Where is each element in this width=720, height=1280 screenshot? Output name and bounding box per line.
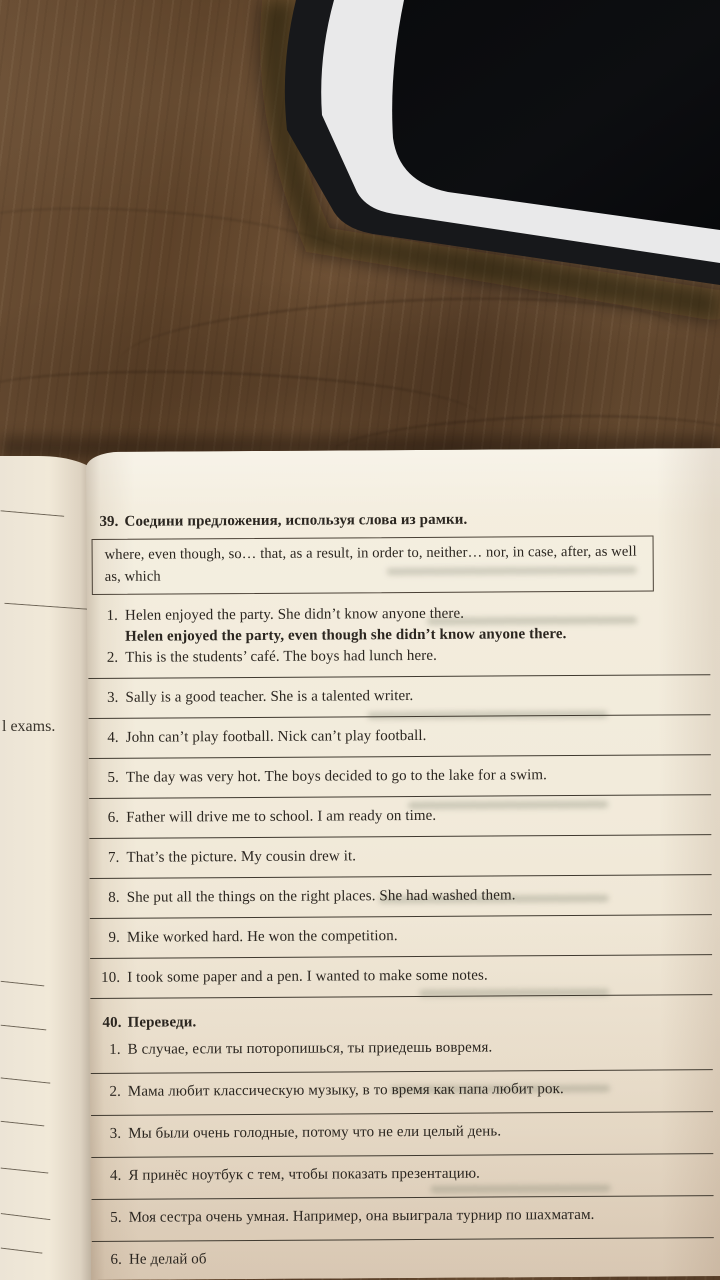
tablet (0, 0, 720, 480)
item-number: 2. (106, 649, 119, 666)
item-text: Father will drive me to school. I am ready on time. (126, 807, 437, 826)
exercise-item (91, 1078, 713, 1103)
exercise40-section (90, 1009, 714, 1271)
exercise39-title (99, 508, 709, 533)
answer-blank-line (90, 873, 712, 879)
exercise-item (88, 684, 710, 709)
exercise-item (89, 724, 711, 749)
exercise39-list (88, 602, 712, 999)
item-number: 4. (107, 729, 119, 746)
item-number: 8. (108, 889, 120, 906)
item-number: 1. (109, 1041, 121, 1058)
answer-blank-line (90, 993, 712, 999)
answer-blank-line (91, 1152, 713, 1158)
exercise39-number: 39. (99, 513, 119, 530)
exercise-item (90, 964, 712, 989)
book-left-page (0, 456, 98, 1280)
item-number: 6. (107, 809, 120, 826)
item-text: That’s the picture. My cousin drew it. (126, 848, 357, 866)
answer-blank-line (89, 713, 711, 719)
left-page-line-end (0, 1168, 48, 1184)
exercise40-title-text: Переведи. (127, 1014, 197, 1031)
item-text: She put all the things on the right places. She had washed them. (126, 887, 516, 906)
left-page-text-fragment: l exams. (2, 718, 56, 735)
item-number: 5. (107, 769, 120, 786)
answer-blank-line (90, 953, 712, 959)
item-text: Мама любит классическую музыку, в то время как папа любит рок. (127, 1081, 564, 1100)
exercise-item (88, 644, 710, 669)
exercise39-title-text: Соедини предложения, используя слова из рамки. (124, 511, 468, 530)
exercise-item (91, 1162, 713, 1187)
answer-blank-line (89, 793, 711, 799)
exercise-item (89, 764, 711, 789)
item-number: 4. (109, 1167, 122, 1184)
exercise-item (92, 1246, 714, 1271)
item-text: Mike worked hard. He won the competition. (126, 928, 398, 946)
exercise-item (89, 804, 711, 829)
book-right-page (86, 448, 720, 1280)
answer-text: Helen enjoyed the party, even though she didn’t know anyone there. (125, 626, 567, 645)
item-text: The day was very hot. The boys decided to go to the lake for a swim. (125, 767, 548, 786)
item-text: Моя сестра очень умная. Например, она выиграла турнир по шахматам. (128, 1206, 595, 1226)
item-number: 6. (110, 1251, 122, 1268)
exercise-item (91, 1036, 713, 1061)
item-text: I took some paper and a pen. I wanted to make some notes. (127, 967, 488, 986)
item-text: Helen enjoyed the party. She didn’t know anyone there. (124, 605, 465, 624)
answer-blank-line (91, 1110, 713, 1116)
exercise-item (90, 924, 712, 949)
left-page-line-end (0, 1213, 50, 1230)
answer-blank-line (90, 913, 712, 919)
item-number: 1. (106, 607, 119, 624)
exercise-item (92, 1204, 714, 1229)
answer-blank-line (91, 1068, 713, 1074)
exercise40-number: 40. (102, 1014, 122, 1031)
item-text: Не делай об (128, 1251, 207, 1268)
item-text: Мы были очень голодные, потому что не ели целый день. (128, 1123, 502, 1142)
exercise-item (90, 884, 712, 909)
left-page-line-end (0, 510, 64, 527)
left-page-line-end (4, 603, 97, 620)
item-number: 10. (101, 969, 121, 986)
answer-blank-line (92, 1236, 714, 1242)
left-page-line-end (0, 1025, 46, 1041)
word-box: where, even though, so… that, as a result, in order to, neither… nor, in case, after, as well as, which (92, 536, 654, 595)
left-page-line-end (0, 981, 44, 997)
item-text: Я принёс ноутбук с тем, чтобы показать презентацию. (128, 1165, 481, 1184)
exercise40-title (102, 1009, 712, 1034)
item-number: 3. (107, 689, 119, 706)
item-number: 9. (108, 929, 121, 946)
item-number: 5. (110, 1209, 122, 1226)
item-text: This is the students’ café. The boys had lunch here. (125, 647, 437, 666)
item-number (88, 627, 118, 648)
left-page-line-end (0, 1077, 50, 1093)
answer-blank-line (89, 833, 711, 839)
exercise-item (89, 844, 711, 869)
answer-blank-line (92, 1194, 714, 1200)
item-text: John can’t play football. Nick can’t play football. (125, 727, 427, 746)
answer-blank-line (88, 673, 710, 679)
item-number: 3. (109, 1125, 122, 1142)
page-content (87, 508, 714, 1271)
item-number: 2. (109, 1083, 121, 1100)
item-text: В случае, если ты поторопишься, ты приедешь вовремя. (127, 1039, 493, 1058)
left-page-line-end (0, 1247, 43, 1263)
item-number: 7. (107, 849, 120, 866)
answer-blank-line (89, 753, 711, 759)
left-page-line-end (0, 1121, 44, 1137)
item-text: Sally is a good teacher. She is a talented writer. (125, 688, 414, 706)
exercise-item (91, 1120, 713, 1145)
